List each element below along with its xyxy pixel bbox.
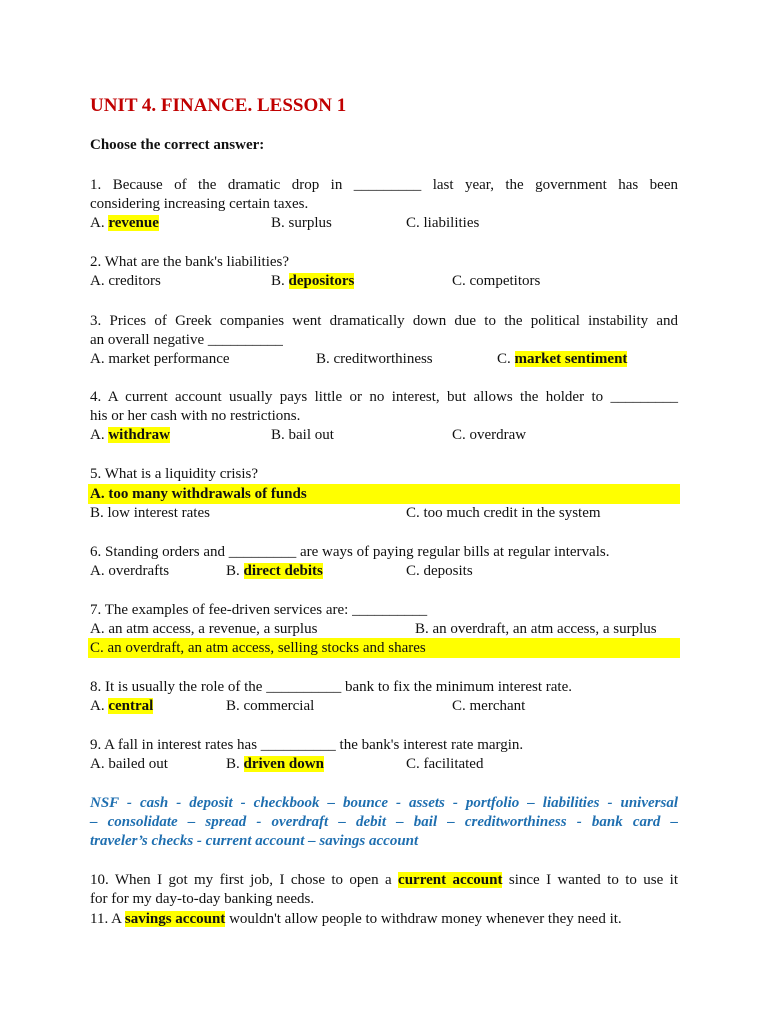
q9-option-c: C. facilitated bbox=[406, 756, 484, 772]
q3-option-a: A. market performance bbox=[90, 351, 230, 367]
q10-line1: 10. When I got my first job, I chose to open a current account since I wanted to to use it bbox=[90, 872, 678, 888]
q5-option-a: A. too many withdrawals of funds bbox=[90, 486, 307, 502]
q6-option-a: A. overdrafts bbox=[90, 563, 170, 579]
q9-option-b: B. driven down bbox=[226, 756, 324, 772]
instruction: Choose the correct answer: bbox=[90, 137, 265, 153]
q2-option-c: C. competitors bbox=[452, 273, 541, 289]
q2-option-b: B. depositors bbox=[271, 273, 355, 289]
q4-option-a: A. withdraw bbox=[90, 427, 171, 443]
q8-option-c: C. merchant bbox=[452, 698, 526, 714]
q4-option-b: B. bail out bbox=[271, 427, 334, 443]
q3-line2: an overall negative __________ bbox=[90, 332, 283, 348]
q8-line1: 8. It is usually the role of the __________ bank to fix the minimum interest rate. bbox=[90, 679, 572, 695]
word-bank-line2: – consolidate – spread - overdraft – debit – bail – creditworthiness - bank card – bbox=[90, 814, 678, 830]
q3-option-c: C. market sentiment bbox=[497, 351, 628, 367]
q6-line1: 6. Standing orders and _________ are ways of paying regular bills at regular intervals. bbox=[90, 544, 610, 560]
q7-line1: 7. The examples of fee-driven services are: __________ bbox=[90, 602, 428, 618]
q1-option-c: C. liabilities bbox=[406, 215, 480, 231]
q8-option-a: A. central bbox=[90, 698, 154, 714]
q6-answer: direct debits bbox=[243, 563, 323, 579]
q8-option-b: B. commercial bbox=[226, 698, 315, 714]
q10-answer: current account bbox=[398, 872, 503, 888]
q1-answer: revenue bbox=[108, 215, 159, 231]
q1-option-a: A. revenue bbox=[90, 215, 159, 231]
word-bank-line1: NSF - cash - deposit - checkbook – bounce - assets - portfolio – liabilities - universal bbox=[90, 795, 678, 811]
q6-option-b: B. direct debits bbox=[226, 563, 323, 579]
q2-line1: 2. What are the bank's liabilities? bbox=[90, 254, 290, 270]
q1-line1: 1. Because of the dramatic drop in _________ last year, the government has been bbox=[90, 177, 678, 193]
page-title: UNIT 4. FINANCE. LESSON 1 bbox=[90, 95, 347, 116]
q5-option-c: C. too much credit in the system bbox=[406, 505, 601, 521]
q1-option-b: B. surplus bbox=[271, 215, 332, 231]
q4-option-c: C. overdraw bbox=[452, 427, 527, 443]
q11-answer: savings account bbox=[124, 911, 226, 927]
q4-line1: 4. A current account usually pays little or no interest, but allows the holder to _________ bbox=[90, 389, 678, 405]
q9-line1: 9. A fall in interest rates has __________ the bank's interest rate margin. bbox=[90, 737, 524, 753]
q5-option-b: B. low interest rates bbox=[90, 505, 210, 521]
q5-line1: 5. What is a liquidity crisis? bbox=[90, 466, 259, 482]
q9-option-a: A. bailed out bbox=[90, 756, 168, 772]
q9-answer: driven down bbox=[243, 756, 324, 772]
q2-answer: depositors bbox=[288, 273, 355, 289]
q6-option-c: C. deposits bbox=[406, 563, 473, 579]
q3-option-b: B. creditworthiness bbox=[316, 351, 433, 367]
q1-line2: considering increasing certain taxes. bbox=[90, 196, 309, 212]
q3-line1: 3. Prices of Greek companies went dramatically down due to the political instability and bbox=[90, 313, 678, 329]
q7-option-a: A. an atm access, a revenue, a surplus bbox=[90, 621, 318, 637]
q3-answer: market sentiment bbox=[514, 351, 628, 367]
q8-answer: central bbox=[108, 698, 154, 714]
q4-answer: withdraw bbox=[108, 427, 171, 443]
word-bank-line3: traveler’s checks - current account – savings account bbox=[90, 833, 419, 849]
q4-line2: his or her cash with no restrictions. bbox=[90, 408, 301, 424]
q2-option-a: A. creditors bbox=[90, 273, 161, 289]
q11-line1: 11. A savings account wouldn't allow people to withdraw money whenever they need it. bbox=[90, 911, 622, 927]
q10-line2: for for my day-to-day banking needs. bbox=[90, 891, 315, 907]
q7-option-b: B. an overdraft, an atm access, a surplus bbox=[415, 621, 657, 637]
q7-option-c: C. an overdraft, an atm access, selling stocks and shares bbox=[90, 640, 426, 656]
